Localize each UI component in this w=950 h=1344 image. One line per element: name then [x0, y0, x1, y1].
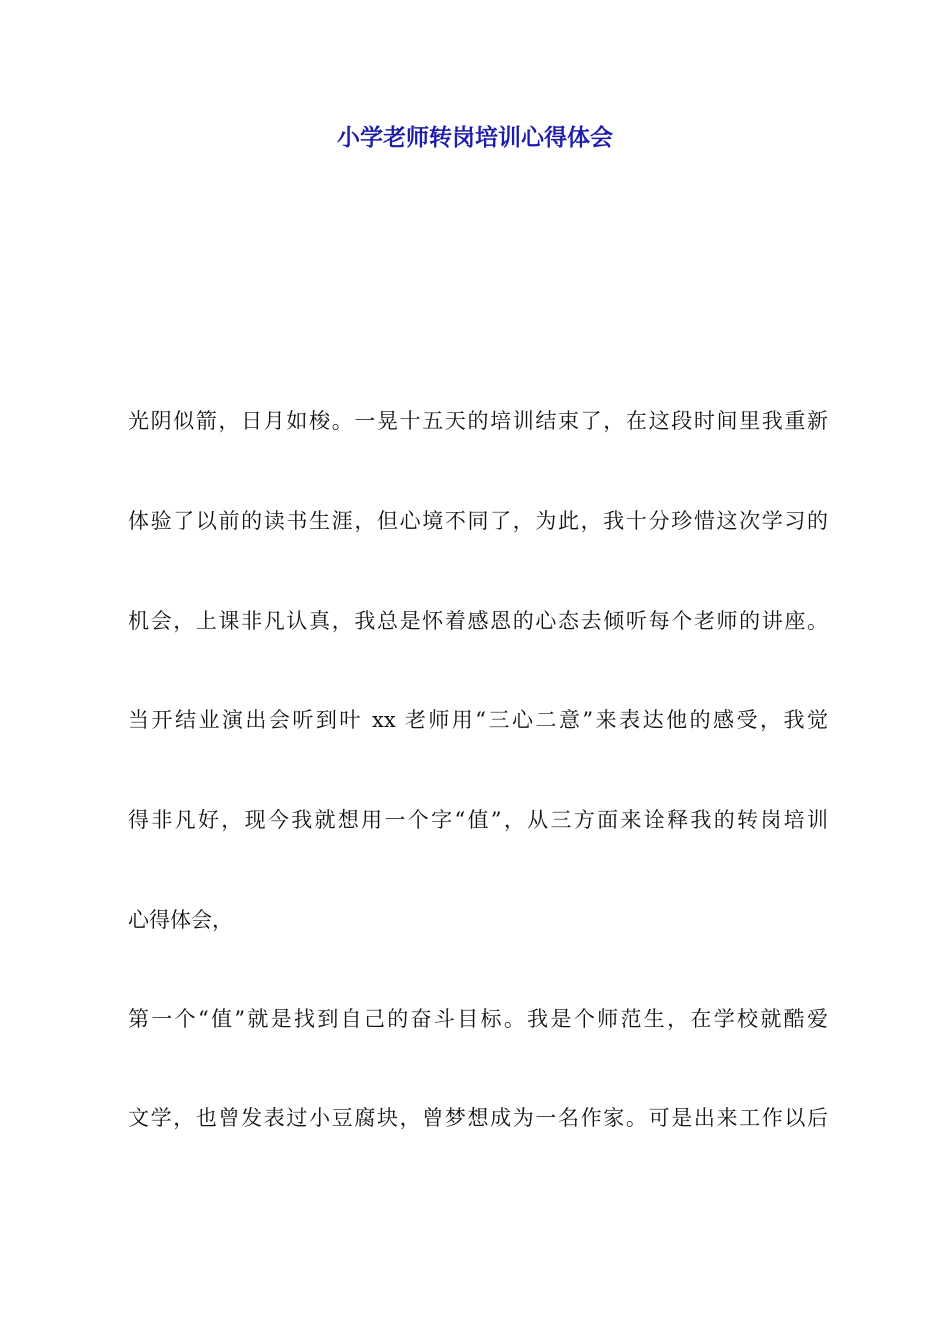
document-title: 小学老师转岗培训心得体会	[337, 125, 613, 151]
paragraph-line: 机会，上课非凡认真，我总是怀着感恩的心态去倾听每个老师的讲座。	[128, 609, 828, 633]
paragraph-line: 文学，也曾发表过小豆腐块，曾梦想成为一名作家。可是出来工作以后	[128, 1106, 828, 1130]
paragraph-line: 体验了以前的读书生涯，但心境不同了，为此，我十分珍惜这次学习的	[128, 509, 828, 533]
paragraph-line: 第一个“值”就是找到自己的奋斗目标。我是个师范生，在学校就酷爱	[128, 1007, 828, 1031]
paragraph-line: 心得体会，	[128, 908, 233, 932]
paragraph-line: 当开结业演出会听到叶 xx 老师用“三心二意”来表达他的感受，我觉	[128, 708, 828, 732]
paragraph-line: 得非凡好，现今我就想用一个字“值”，从三方面来诠释我的转岗培训	[128, 808, 828, 832]
paragraph-line: 光阴似箭，日月如梭。一晃十五天的培训结束了，在这段时间里我重新	[128, 409, 828, 433]
